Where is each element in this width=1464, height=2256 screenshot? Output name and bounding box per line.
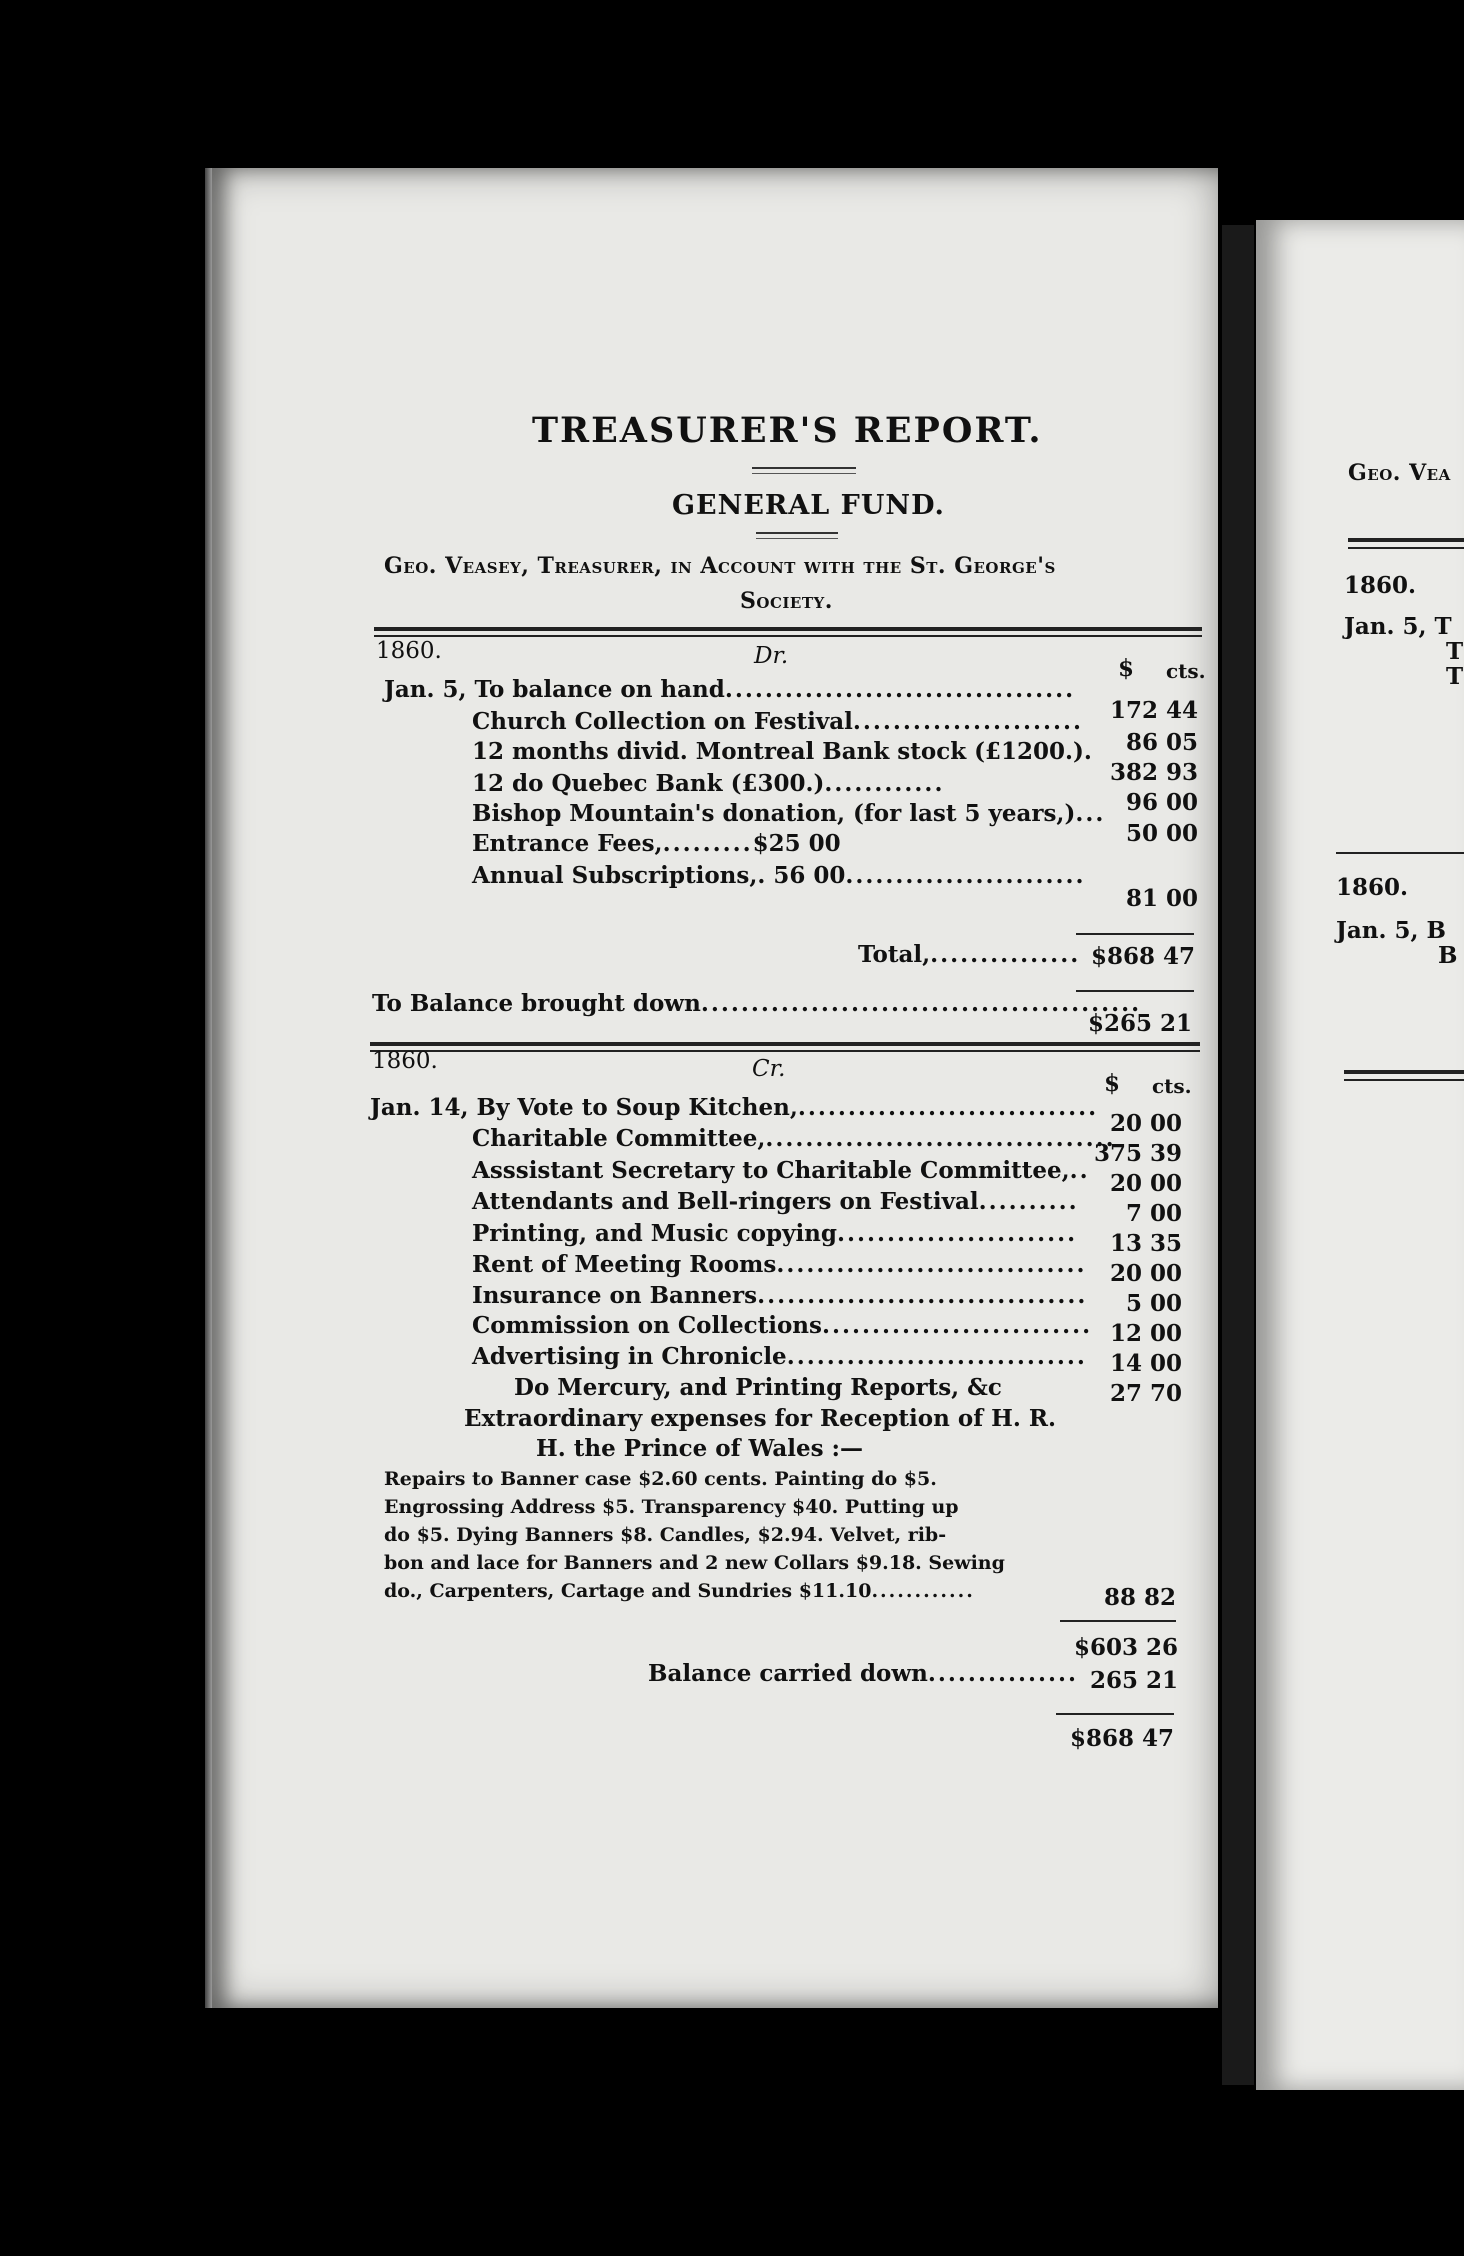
debit-entry-dots: ................................... bbox=[724, 676, 1076, 703]
grand-total: $868 47 bbox=[1069, 1725, 1174, 1752]
carried-down-group bbox=[648, 1660, 1078, 1687]
debit-entry-cents: 00 bbox=[1166, 789, 1199, 816]
credit-entry-text: Charitable Committee, bbox=[472, 1125, 766, 1152]
debit-entry-dollars: 96 bbox=[1125, 789, 1158, 816]
credit-entry-cents: 00 bbox=[1150, 1200, 1183, 1227]
credit-entry-cents: 70 bbox=[1150, 1380, 1183, 1407]
next-page-rule-2 bbox=[1336, 852, 1464, 854]
report-subtitle: GENERAL FUND. bbox=[672, 490, 945, 521]
subtotal-rule bbox=[1060, 1620, 1176, 1622]
credit-entry bbox=[472, 1343, 1087, 1370]
header-rule-thin bbox=[374, 635, 1202, 637]
expense-detail-text: do $5. Dying Banners $8. Candles, $2.94. Velvet, rib- bbox=[384, 1524, 947, 1546]
credit-entry-text: Rent of Meeting Rooms bbox=[472, 1251, 777, 1278]
debit-entry-dollars: 382 bbox=[1109, 759, 1158, 786]
credit-entry bbox=[472, 1157, 1090, 1184]
expense-detail-dots: ............ bbox=[871, 1580, 975, 1602]
credit-entry bbox=[472, 1188, 1079, 1215]
debit-entry-extra: $25 00 bbox=[752, 830, 841, 857]
credit-entry-dots: ................................. bbox=[757, 1282, 1088, 1309]
credit-entry-text: Asssistant Secretary to Charitable Committee, bbox=[472, 1157, 1070, 1184]
debit-entry-dollars: 50 bbox=[1125, 820, 1158, 847]
debit-entry bbox=[472, 862, 1086, 889]
credit-entry-dollars: 20 bbox=[1109, 1260, 1142, 1287]
brought-down-label: To Balance brought down bbox=[372, 990, 701, 1017]
credit-subtotal: $603 26 bbox=[1073, 1634, 1178, 1661]
credit-entry-text: Insurance on Banners bbox=[472, 1282, 758, 1309]
credit-entry bbox=[370, 1094, 1098, 1121]
expense-detail-line bbox=[384, 1580, 975, 1602]
next-page-year-1: 1860. bbox=[1344, 572, 1417, 599]
credit-entry-dollars: 27 bbox=[1109, 1380, 1142, 1407]
credit-cents-label: cts. bbox=[1152, 1074, 1192, 1098]
debit-entry-cents: 00 bbox=[1166, 885, 1199, 912]
section-rule bbox=[370, 1042, 1200, 1046]
credit-dollar-label: $ bbox=[1104, 1070, 1121, 1097]
credit-entry-dots: .. bbox=[1069, 1157, 1090, 1184]
expense-detail-text: do., Carpenters, Cartage and Sundries $11.10 bbox=[384, 1580, 872, 1602]
debit-entry bbox=[472, 800, 1105, 827]
next-page-rule-3 bbox=[1344, 1070, 1464, 1074]
debit-total-label: Total, bbox=[858, 941, 931, 968]
credit-entry bbox=[472, 1125, 1116, 1152]
extraordinary-line-2: H. the Prince of Wales :— bbox=[536, 1435, 864, 1462]
credit-entry-dots: ............................... bbox=[776, 1251, 1087, 1278]
credit-entry-dollars: 12 bbox=[1109, 1320, 1142, 1347]
debit-entry-cents: 05 bbox=[1166, 729, 1199, 756]
debit-entry-dollars: 86 bbox=[1125, 729, 1158, 756]
debit-entry-cents: 93 bbox=[1166, 759, 1199, 786]
carried-down-label: Balance carried down bbox=[648, 1660, 928, 1687]
book-gutter bbox=[1222, 225, 1254, 2085]
credit-entry-text: Do Mercury, and Printing Reports, &c bbox=[514, 1374, 1002, 1401]
next-page-rule-3b bbox=[1344, 1079, 1464, 1081]
credit-entry-dots: .............................. bbox=[797, 1094, 1099, 1121]
credit-entry-text: Commission on Collections bbox=[472, 1312, 822, 1339]
right-page bbox=[1256, 220, 1464, 2090]
credit-entry-dollars: 20 bbox=[1109, 1110, 1142, 1137]
credit-entry-text: Attendants and Bell-ringers on Festival bbox=[472, 1188, 979, 1215]
expense-detail-line bbox=[384, 1468, 937, 1490]
brought-down-amount: $265 21 bbox=[1087, 1010, 1192, 1037]
debit-entry bbox=[384, 676, 1075, 703]
debit-entry-dollars: 172 bbox=[1109, 697, 1158, 724]
debit-entry bbox=[472, 770, 944, 797]
debit-total-rule bbox=[1076, 933, 1194, 935]
debit-entry-cents: 00 bbox=[1166, 820, 1199, 847]
debit-entry-text: Bishop Mountain's donation, (for last 5 years,) bbox=[472, 800, 1076, 827]
extraordinary-line-1: Extraordinary expenses for Reception of H. R. bbox=[464, 1405, 1056, 1432]
credit-entry bbox=[514, 1374, 1002, 1401]
debit-year: 1860. bbox=[376, 638, 442, 664]
account-line-1: Geo. Veasey, Treasurer, in Account with the St. George's bbox=[384, 553, 1056, 579]
header-rule bbox=[374, 627, 1202, 631]
account-line-2: Society. bbox=[740, 588, 833, 614]
credit-entry-dots: .............................. bbox=[786, 1343, 1087, 1370]
credit-entry-dots: .......... bbox=[978, 1188, 1079, 1215]
debit-entry-text: Annual Subscriptions,. 56 00 bbox=[472, 862, 846, 889]
debit-entry-dots: ............ bbox=[824, 770, 945, 797]
debit-entry-dots: ......... bbox=[662, 830, 753, 857]
next-page-row-1c: T bbox=[1446, 663, 1464, 690]
credit-entry-cents: 00 bbox=[1150, 1170, 1183, 1197]
expense-detail-line bbox=[384, 1552, 1005, 1574]
next-page-row-2b: B bbox=[1438, 942, 1458, 969]
debit-side-label: Dr. bbox=[754, 643, 789, 669]
credit-entry-dollars: 13 bbox=[1109, 1230, 1142, 1257]
section-rule-thin bbox=[370, 1050, 1200, 1052]
debit-cents-label: cts. bbox=[1166, 659, 1206, 683]
debit-entry-text: Entrance Fees, bbox=[472, 830, 663, 857]
debit-entry-text: 12 do Quebec Bank (£300.) bbox=[472, 770, 825, 797]
next-page-header: Geo. Vea bbox=[1348, 460, 1451, 486]
next-page-rule-1b bbox=[1348, 547, 1464, 549]
debit-entry-cents: 44 bbox=[1166, 697, 1199, 724]
debit-dollar-label: $ bbox=[1118, 655, 1135, 682]
debit-entry-text: Jan. 5, To balance on hand bbox=[384, 676, 725, 703]
debit-total: $868 47 bbox=[1090, 943, 1195, 970]
credit-entry-cents: 00 bbox=[1150, 1320, 1183, 1347]
credit-entry-dots: ........................... bbox=[821, 1312, 1093, 1339]
grand-total-rule bbox=[1056, 1713, 1174, 1715]
title-ornament bbox=[752, 467, 856, 474]
credit-entry-cents: 00 bbox=[1150, 1350, 1183, 1377]
credit-entry bbox=[472, 1312, 1092, 1339]
credit-side-label: Cr. bbox=[752, 1056, 786, 1082]
expense-detail-line bbox=[384, 1496, 959, 1518]
credit-entry bbox=[472, 1220, 1077, 1247]
credit-entry-cents: 00 bbox=[1150, 1260, 1183, 1287]
detail-amount: 88 82 bbox=[1103, 1584, 1176, 1611]
next-page-row-1b: T bbox=[1446, 638, 1464, 665]
credit-entry bbox=[472, 1251, 1087, 1278]
brought-down-group bbox=[372, 990, 1141, 1017]
credit-entry bbox=[472, 1282, 1087, 1309]
report-title: TREASURER'S REPORT. bbox=[532, 410, 1043, 451]
next-page-row-1: Jan. 5, T bbox=[1344, 613, 1452, 640]
credit-entry-text: Printing, and Music copying bbox=[472, 1220, 837, 1247]
debit-entry-dollars: 81 bbox=[1125, 885, 1158, 912]
next-page-rule-1 bbox=[1348, 538, 1464, 542]
credit-entry-cents: 00 bbox=[1150, 1110, 1183, 1137]
debit-entry-dots: ....................... bbox=[852, 708, 1084, 735]
credit-entry-cents: 39 bbox=[1150, 1140, 1183, 1167]
expense-detail-text: Engrossing Address $5. Transparency $40. Putting up bbox=[384, 1496, 959, 1518]
expense-detail-line bbox=[384, 1524, 946, 1546]
credit-entry-dollars: 14 bbox=[1109, 1350, 1142, 1377]
expense-detail-text: Repairs to Banner case $2.60 cents. Painting do $5. bbox=[384, 1468, 937, 1490]
debit-entry-text: 12 months divid. Montreal Bank stock (£1200.). bbox=[472, 738, 1092, 765]
credit-entry-cents: 35 bbox=[1150, 1230, 1183, 1257]
credit-entry-text: Jan. 14, By Vote to Soup Kitchen, bbox=[370, 1094, 798, 1121]
carried-down-amount: 265 21 bbox=[1089, 1667, 1178, 1694]
credit-entry-text: Advertising in Chronicle bbox=[472, 1343, 787, 1370]
credit-entry-dots: ................................... bbox=[765, 1125, 1116, 1152]
next-page-year-2: 1860. bbox=[1336, 874, 1409, 901]
carried-down-dots: ............... bbox=[927, 1660, 1079, 1687]
credit-year: 1860. bbox=[372, 1048, 438, 1074]
debit-entry-dots: ........................ bbox=[845, 862, 1086, 889]
debit-total-label-group bbox=[858, 941, 1080, 968]
debit-total-dots: ............... bbox=[930, 941, 1081, 968]
debit-entry-dots: ... bbox=[1075, 800, 1106, 827]
credit-entry-dollars: 7 bbox=[1125, 1200, 1142, 1227]
credit-entry-dollars: 5 bbox=[1125, 1290, 1142, 1317]
subtitle-ornament bbox=[756, 532, 838, 539]
debit-entry bbox=[472, 708, 1083, 735]
credit-entry-dollars: 20 bbox=[1109, 1170, 1142, 1197]
expense-detail-text: bon and lace for Banners and 2 new Collars $9.18. Sewing bbox=[384, 1552, 1005, 1574]
brought-down-dots: ............................................ bbox=[700, 990, 1142, 1017]
credit-entry-cents: 00 bbox=[1150, 1290, 1183, 1317]
debit-entry bbox=[472, 738, 1092, 765]
debit-entry bbox=[472, 830, 841, 857]
debit-entry-text: Church Collection on Festival bbox=[472, 708, 853, 735]
credit-entry-dots: ........................ bbox=[836, 1220, 1078, 1247]
credit-entry-dollars: 375 bbox=[1093, 1140, 1142, 1167]
next-page-row-2: Jan. 5, B bbox=[1336, 917, 1446, 944]
